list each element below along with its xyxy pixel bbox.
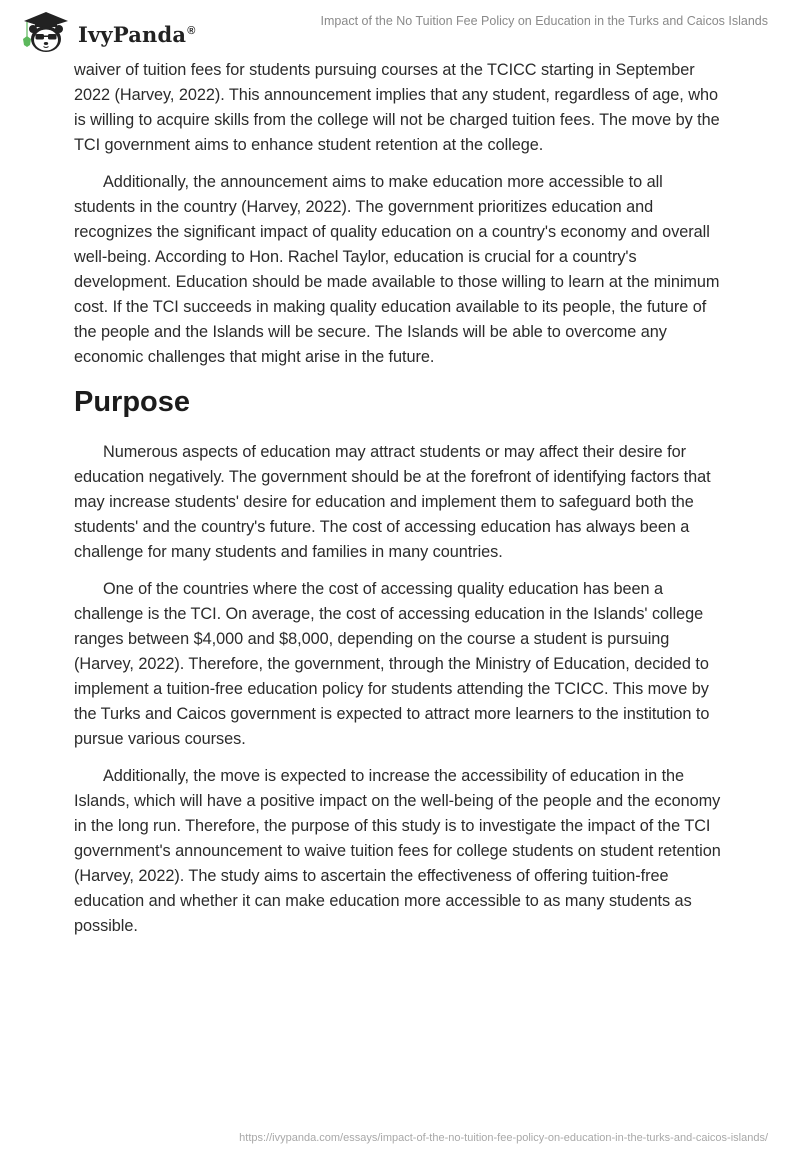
paragraph: One of the countries where the cost of accessing quality education has been a challenge is the TCI. On average, the cost of accessing education in the Islands' college ranges between $4,000 and $8,000, depending on the course a student is pursuing (Harvey, 2022). Therefore, the government, through the Ministry of Education, decided to implement a tuition-free education policy for students attending the TCICC. This move by the Turks and Caicos government is expected to attract more learners to the institution to pursue various courses. <box>74 580 710 748</box>
section-heading-purpose: Purpose <box>74 386 191 418</box>
panda-graduate-icon <box>18 9 74 55</box>
document-title: Impact of the No Tuition Fee Policy on Education in the Turks and Caicos Islands <box>320 14 768 28</box>
ivypanda-logo[interactable] <box>18 9 196 55</box>
paragraph: waiver of tuition fees for students pursuing courses at the TCICC starting in September 2022 (Harvey, 2022). This announcement implies that any student, regardless of age, who is willing to acquire skills from the college will not be charged tuition fees. The move by the TCI government aims to enhance student retention at the college. <box>74 61 720 154</box>
paragraph: Additionally, the announcement aims to make education more accessible to all students in the country (Harvey, 2022). The government prioritizes education and recognizes the significant impact of quality education on a country's economy and overall well-being. According to Hon. Rachel Taylor, education is crucial for a country's development. Education should be made available to those willing to learn at the minimum cost. If the TCI succeeds in making quality education available to its people, the future of the people and the Islands will be secure. The Islands will be able to overcome any economic challenges that might arise in the future. <box>74 173 720 366</box>
source-url[interactable]: https://ivypanda.com/essays/impact-of-the-no-tuition-fee-policy-on-education-in-the-turks-and-caicos-islands/ <box>239 1132 768 1144</box>
brand-name: IvyPanda® <box>78 21 196 47</box>
registered-mark: ® <box>187 24 196 37</box>
page-header <box>0 0 800 60</box>
essay-content <box>74 58 724 951</box>
paragraph: Numerous aspects of education may attract students or may affect their desire for education negatively. The government should be at the forefront of identifying factors that may increase students' desire for education and implement them to safeguard both the students' and the country's future. The cost of accessing education has always been a challenge for many students and families in many countries. <box>74 443 711 561</box>
paragraph: Additionally, the move is expected to increase the accessibility of education in the Islands, which will have a positive impact on the well-being of the people and the economy in the long run. Therefore, the purpose of this study is to investigate the impact of the TCI government's announcement to waive tuition fees for college students on student retention (Harvey, 2022). The study aims to ascertain the effectiveness of offering tuition-free education and whether it can make education more accessible to as many students as possible. <box>74 767 721 935</box>
